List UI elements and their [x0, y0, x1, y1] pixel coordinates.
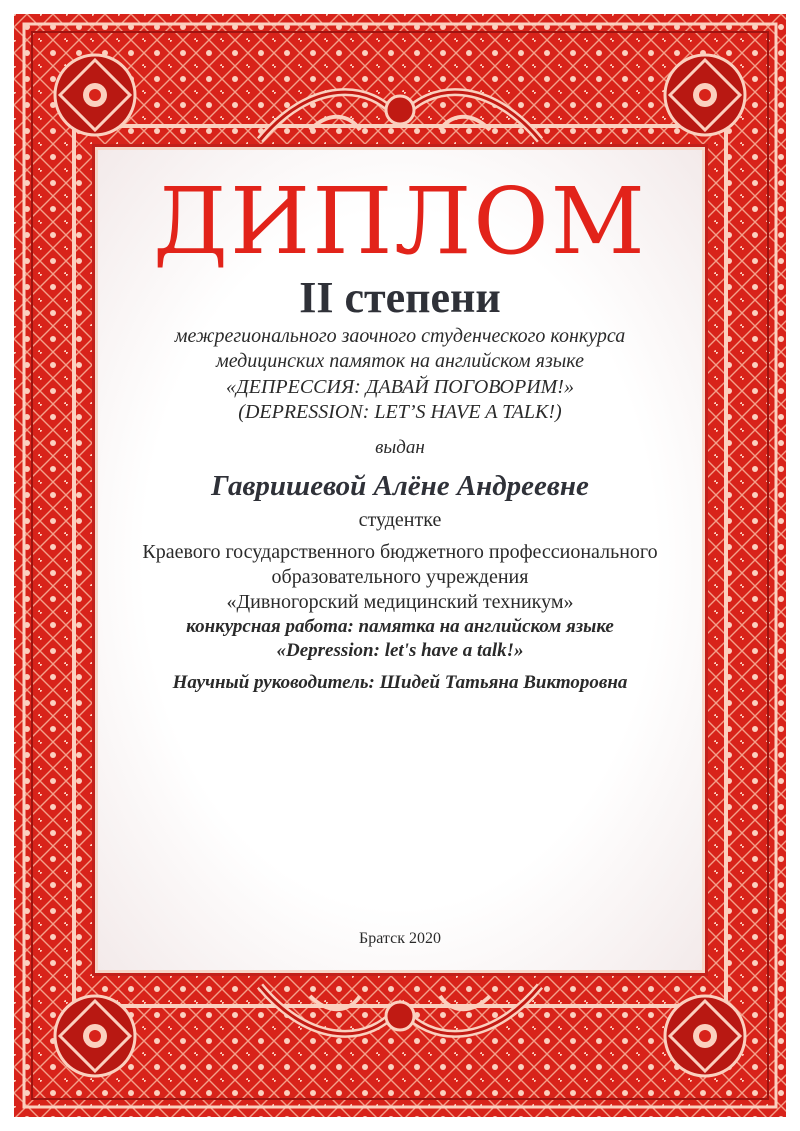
recipient-name: Гавришевой Алёне Андреевне	[211, 470, 589, 502]
contest-line-3: «ДЕПРЕССИЯ: ДАВАЙ ПОГОВОРИМ!»	[226, 376, 574, 398]
organization-line-1: Краевого государственного бюджетного профессионального	[142, 541, 658, 563]
recipient-status: студентке	[358, 509, 442, 531]
contest-line-1: межрегионального заочного студенческого конкурса	[174, 325, 626, 347]
work-line-2: «Depression: let's have a talk!»	[276, 640, 524, 661]
work-line-1: конкурсная работа: памятка на английском языке	[186, 616, 614, 637]
organization-line-3: «Дивногорский медицинский техникум»	[226, 591, 574, 613]
issued-label: выдан	[375, 437, 425, 458]
organization-line-2: образовательного учреждения	[271, 566, 529, 588]
contest-line-4: (DEPRESSION: LET’S HAVE A TALK!)	[238, 401, 562, 423]
scientific-advisor: Научный руководитель: Шидей Татьяна Викторовна	[172, 672, 628, 693]
diploma-degree: II степени	[299, 273, 501, 322]
contest-line-2: медицинских памяток на английском языке	[215, 350, 585, 372]
diploma-title: ДИПЛОМ	[153, 168, 647, 275]
place-and-year: Братск 2020	[359, 930, 441, 947]
